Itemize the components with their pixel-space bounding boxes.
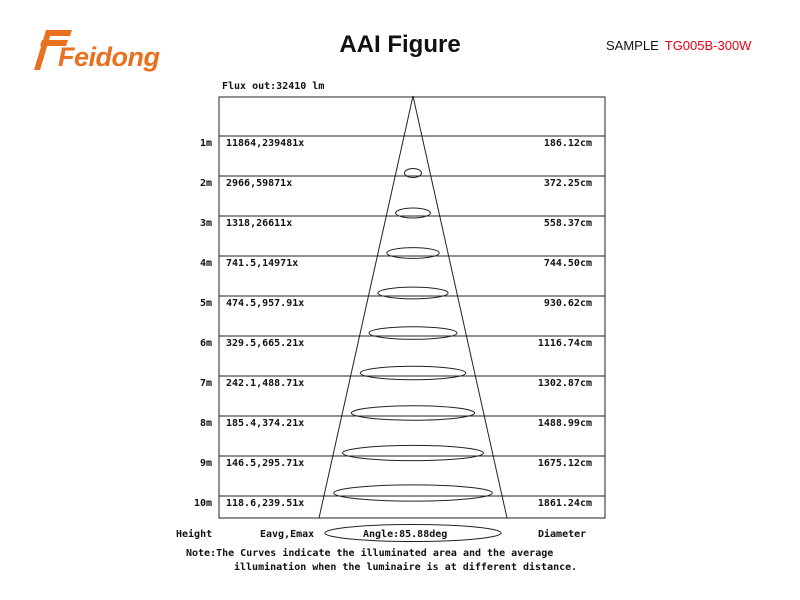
illumination-ellipse [360,366,466,380]
row-illuminance-label: 1318,26611x [226,218,293,229]
row-diameter-label: 930.62cm [543,298,592,309]
row-diameter-label: 1488.99cm [537,418,592,429]
row-height-label: 8m [199,418,212,429]
row-illuminance-label: 329.5,665.21x [226,338,305,349]
row-height-label: 10m [193,498,212,509]
illumination-ellipse [369,327,457,340]
note-line-2: illumination when the luminaire is at different distance. [234,562,578,573]
row-height-label: 1m [199,138,212,149]
diameter-axis-label: Diameter [538,529,587,540]
row-height-label: 4m [199,258,212,269]
row-diameter-label: 1861.24cm [537,498,592,509]
row-height-label: 2m [199,178,212,189]
row-height-label: 5m [199,298,212,309]
row-diameter-label: 744.50cm [543,258,592,269]
illumination-ellipse [387,248,439,259]
sample-text: SAMPLE [606,38,659,53]
row-diameter-label: 186.12cm [543,138,592,149]
row-diameter-label: 1116.74cm [537,338,592,349]
logo-text: Feidong [58,42,160,72]
row-illuminance-label: 242.1,488.71x [226,378,305,389]
row-illuminance-label: 2966,59871x [226,178,293,189]
flux-out-label: Flux out:32410 lm [222,81,325,92]
row-height-label: 3m [199,218,212,229]
row-illuminance-label: 118.6,239.51x [226,498,305,509]
beam-edge-left [319,96,413,518]
row-illuminance-label: 474.5,957.91x [226,298,305,309]
row-diameter-label: 1675.12cm [537,458,592,469]
note-line-1: Note:The Curves indicate the illuminated area and the average [186,548,554,559]
row-illuminance-label: 185.4,374.21x [226,418,305,429]
row-height-label: 9m [199,458,212,469]
model-number: TG005B-300W [664,38,752,53]
row-diameter-label: 372.25cm [543,178,592,189]
illumination-ellipse [334,485,493,501]
row-illuminance-label: 146.5,295.71x [226,458,305,469]
row-illuminance-label: 11864,239481x [226,138,305,149]
illumination-ellipse [343,445,484,460]
row-illuminance-label: 741.5,14971x [226,258,299,269]
illumination-ellipse [378,287,448,299]
eavg-axis-label: Eavg,Emax [260,529,315,540]
angle-label: Angle:85.88deg [363,529,448,540]
row-diameter-label: 1302.87cm [537,378,592,389]
row-height-label: 7m [199,378,212,389]
beam-edge-right [413,96,507,518]
height-axis-label: Height [176,529,213,540]
illumination-ellipse [351,406,474,420]
row-diameter-label: 558.37cm [543,218,592,229]
row-height-label: 6m [199,338,212,349]
page-title: AAI Figure [339,31,461,58]
